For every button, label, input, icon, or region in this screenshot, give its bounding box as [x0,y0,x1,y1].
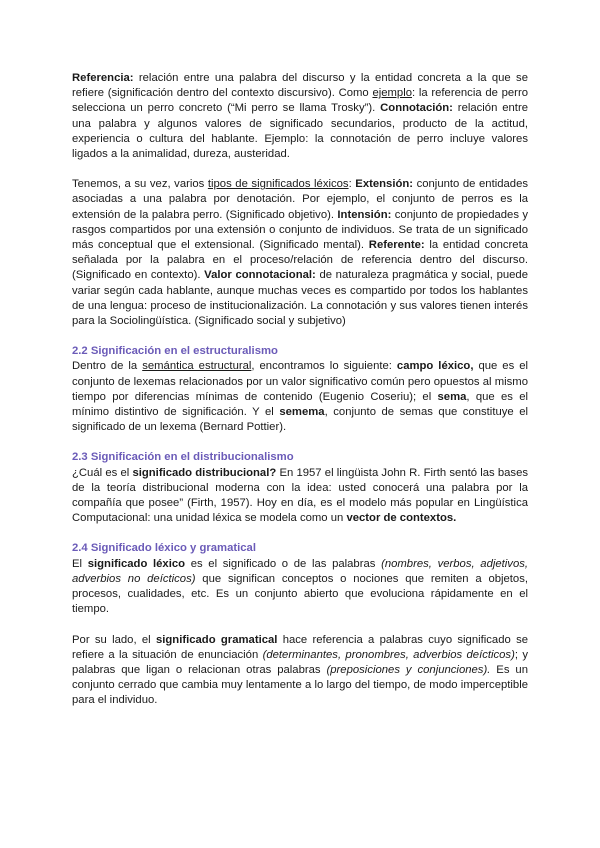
text: hace referencia a palabras cuyo significado se refiere a la situación de enunciación [72,633,528,661]
text: relación entre una palabra y algunos valores de significado secundarios, producto de la actitud, experiencia o cultura del hablante. Ejemplo: la connotación de perro incluye valores ligados a la animalidad, dureza, austeridad. [72,102,528,161]
spacer [72,435,528,450]
text: que significan conceptos o nociones que remiten a objetos, procesos, cualidades, etc. Es un conjunto abierto que evoluciona rápidamente en el tiempo. [72,572,529,616]
examples-lexico: (nombres, verbos, adjetivos, adverbios no deícticos) [72,557,529,585]
term-referente: Referente: [368,239,425,252]
text: : la referencia de perro selecciona un perro concreto (“Mi perro se llama Trosky”). [72,87,528,115]
term-significado-lexico: significado léxico [87,557,186,570]
text: conjunto de propiedades y rasgos compartidos por una extensión o conjunto de individuos. Se trata de un significado más conceptual que el extensional. (Significado mental). [72,208,528,252]
paragraph-distribucionalismo [72,466,528,527]
examples-gramatical-2: (preposiciones y conjunciones). [326,663,491,676]
paragraph-referencia [72,71,528,162]
text: ¿Cuál es el [72,466,133,479]
paragraph-significado-lexico [72,557,528,618]
term-intension: Intensión: [337,208,392,221]
term-campo-lexico: campo léxico, [396,360,474,373]
term-sema: sema [437,390,467,403]
spacer [72,618,528,633]
text: , encontramos lo siguiente: [251,360,397,373]
text: Por su lado, el [72,633,156,646]
term-semema: semema [279,406,325,419]
spacer [72,162,528,177]
text: En 1957 el lingüista John R. Firth sentó las bases de la teoría distribucional moderna con la idea: usted conocerá una palabra por la compañía que posee” (Firth, 1957). Hoy en día, es el modelo más popular en Lingüística Computacional: una unidad léxica se modela como un [72,466,529,525]
text: , conjunto de semas que constituye el significado de un lexema (Bernard Pottier). [72,406,528,434]
term-extension: Extensión: [355,178,414,191]
text: El [72,557,88,570]
text: , que es el mínimo distintivo de significación. Y el [72,390,528,419]
spacer [72,526,528,541]
text: es el significado o de las palabras [185,557,382,570]
paragraph-estructuralismo [72,359,528,435]
paragraph-significado-gramatical [72,633,528,709]
term-significado-distribucional: significado distribucional? [132,466,277,479]
term-vector-de-contextos: vector de contextos. [346,512,457,525]
heading-estructuralismo: 2.2 Significación en el estructuralismo [72,345,278,358]
heading-lexico-gramatical: 2.4 Significado léxico y gramatical [72,542,256,555]
spacer [72,329,528,344]
text: conjunto de entidades asociadas a una palabra por denotación. Por ejemplo, el conjunto de perros es la extensión de la palabra perro. (Significado objetivo). [72,178,528,221]
examples-gramatical-1: (determinantes, pronombres, adverbios deícticos) [262,648,515,661]
link-tipos-significados: tipos de significados léxicos [207,178,349,191]
term-connotacion: Connotación: [380,102,453,115]
term-valor-connotacional: Valor connotacional: [204,269,316,282]
paragraph-tipos-significados [72,177,528,329]
link-semantica-estructural: semántica estructural [142,360,252,373]
text: Tenemos, a su vez, varios [72,178,208,191]
link-ejemplo: ejemplo [372,87,412,100]
term-referencia: Referencia: [72,72,134,84]
text: ; y palabras que ligan o relacionan otras palabras [72,648,528,676]
text: relación entre una palabra del discurso y la entidad concreta a la que se refiere (significación dentro del contexto discursivo). Como [72,72,528,100]
text: Dentro de la [72,360,143,373]
text: : [348,178,356,191]
text: Es un conjunto cerrado que cambia muy lentamente a lo largo del tiempo, de modo imperceptible para el individuo. [72,663,528,707]
text: la entidad concreta señalada por la palabra en el proceso/relación de referencia dentro del discurso. (Significado en contexto). [72,239,528,282]
term-significado-gramatical: significado gramatical [155,633,278,646]
heading-distribucionalismo: 2.3 Significación en el distribucionalismo [72,451,294,464]
text: de naturaleza pragmática y social, puede variar según cada hablante, aunque muchas veces es compartido por todos los hablantes de una lengua: proceso de institucionalización. La connotación y sus valores tienen interés para la Sociolingüística. (Significado social y subjetivo) [72,269,529,328]
text: que es el conjunto de lexemas relacionados por un valor significativo común pero opuestos al mismo tiempo por diferencias mínimas de contenido (Eugenio Coseriu); el [72,360,528,403]
